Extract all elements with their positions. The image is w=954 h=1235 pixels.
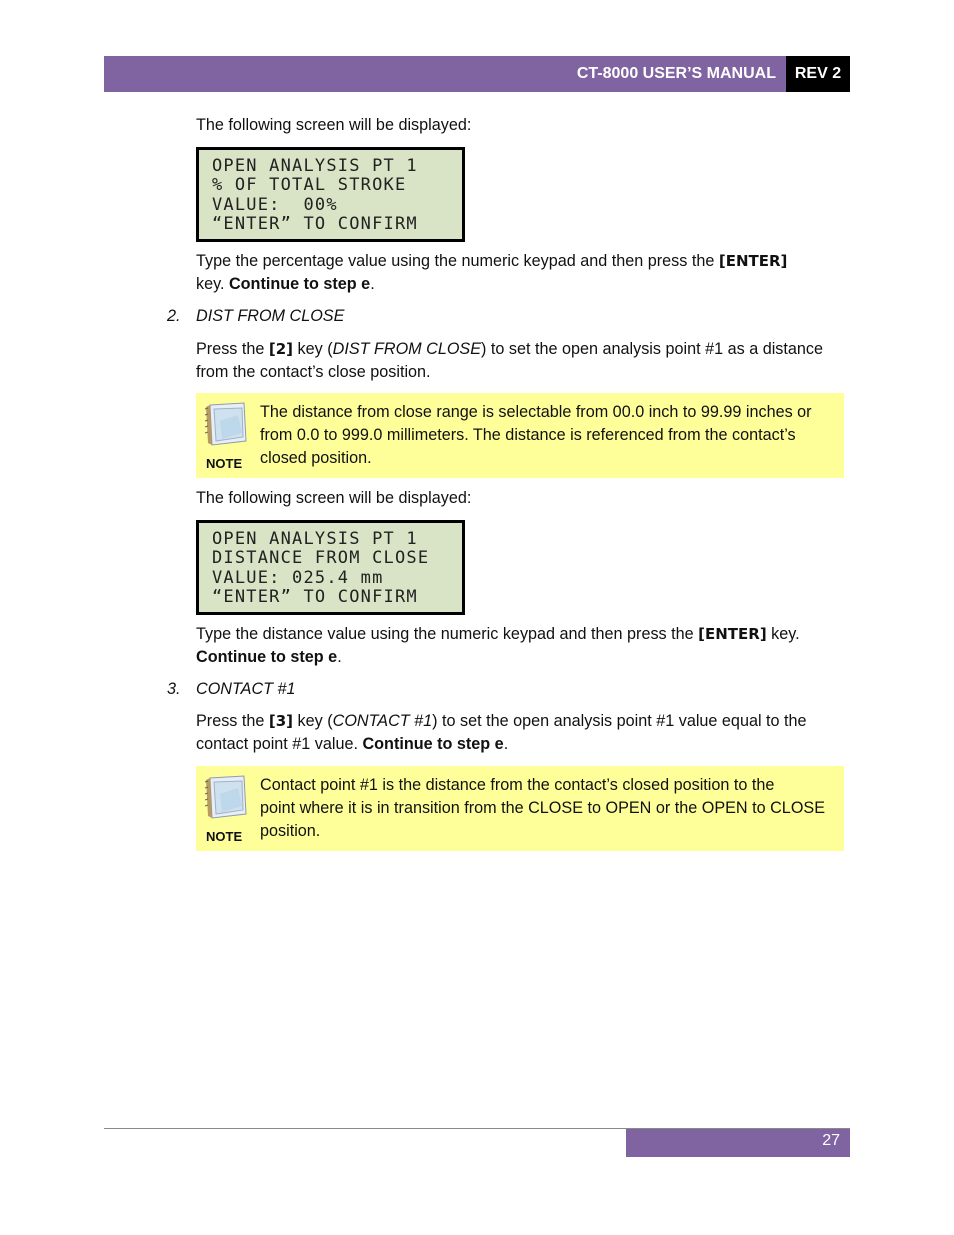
- lcd-screen-2: [196, 520, 465, 615]
- list-title-2: DIST FROM CLOSE: [196, 307, 345, 325]
- instruction-para-2: [196, 338, 846, 384]
- note-box-1: [196, 393, 844, 478]
- para-text: from the contact’s close position.: [196, 363, 431, 381]
- note-text-2: [260, 774, 844, 843]
- list-title-3: CONTACT #1: [196, 680, 296, 698]
- para-text: Press the: [196, 712, 269, 730]
- key-2-label: [2]: [268, 340, 294, 358]
- para-text: contact point #1 value.: [196, 735, 363, 753]
- enter-key-label: [ENTER]: [718, 252, 788, 270]
- note-text-1: [260, 401, 844, 470]
- manual-title: CT-8000 USER’S MANUAL: [576, 65, 776, 82]
- note-line: closed position.: [260, 449, 372, 467]
- notepad-icon: [200, 772, 252, 820]
- lcd-line: OPEN ANALYSIS PT 1: [212, 156, 418, 176]
- note-box-2: [196, 766, 844, 851]
- intro-text-2: The following screen will be displayed:: [196, 489, 472, 507]
- enter-key-label: [ENTER]: [698, 625, 767, 643]
- para-text: key.: [766, 625, 800, 643]
- para-text: .: [370, 275, 375, 293]
- para-text: CONTACT #1: [332, 712, 433, 730]
- para-text: Type the distance value using the numeric keypad and then press the: [196, 625, 699, 643]
- page-number: 27: [822, 1132, 840, 1149]
- list-number-2: 2.: [167, 307, 181, 325]
- lcd-line: DISTANCE FROM CLOSE: [212, 548, 430, 568]
- note-line: point where it is in transition from the CLOSE to OPEN or the OPEN to CLOSE: [260, 799, 825, 817]
- continue-step-e: Continue to step e: [362, 735, 504, 753]
- para-text: key (: [293, 340, 333, 358]
- para-text: .: [337, 648, 342, 666]
- instruction-para-3: [196, 623, 846, 669]
- notepad-icon: [200, 399, 252, 447]
- lcd-line: OPEN ANALYSIS PT 1: [212, 529, 418, 549]
- para-text: Type the percentage value using the numeric keypad and then press the: [196, 252, 719, 270]
- note-line: from 0.0 to 999.0 millimeters. The distance is referenced from the contact’s: [260, 426, 796, 444]
- para-text: ) to set the open analysis point #1 value equal to the: [432, 712, 807, 730]
- note-line: Contact point #1 is the distance from the contact’s closed position to the: [260, 776, 775, 794]
- lcd-line: VALUE: 025.4 mm: [212, 568, 384, 588]
- continue-step-e: Continue to step e: [228, 275, 371, 293]
- intro-text-1: The following screen will be displayed:: [196, 116, 472, 134]
- note-label: NOTE: [206, 456, 243, 471]
- para-text: .: [503, 735, 509, 753]
- lcd-line: VALUE: 00%: [212, 195, 338, 215]
- list-number-3: 3.: [167, 680, 181, 698]
- note-line: position.: [260, 822, 321, 840]
- note-label: NOTE: [206, 829, 243, 844]
- lcd-line: “ENTER” TO CONFIRM: [212, 587, 418, 607]
- revision-badge: REV 2: [786, 56, 850, 92]
- para-text: key.: [196, 275, 229, 293]
- para-text: ) to set the open analysis point #1 as a distance: [481, 340, 823, 358]
- lcd-line: “ENTER” TO CONFIRM: [212, 214, 418, 234]
- continue-step-e: Continue to step e: [196, 648, 338, 666]
- lcd-screen-1: [196, 147, 465, 242]
- instruction-para-1: [196, 250, 846, 296]
- instruction-para-4: [196, 710, 846, 756]
- key-3-label: [3]: [268, 712, 294, 730]
- note-line: The distance from close range is selectable from 00.0 inch to 99.99 inches or: [260, 403, 812, 421]
- para-text: key (: [293, 712, 333, 730]
- para-text: Press the: [196, 340, 269, 358]
- para-text: DIST FROM CLOSE: [332, 340, 482, 358]
- lcd-line: % OF TOTAL STROKE: [212, 175, 407, 195]
